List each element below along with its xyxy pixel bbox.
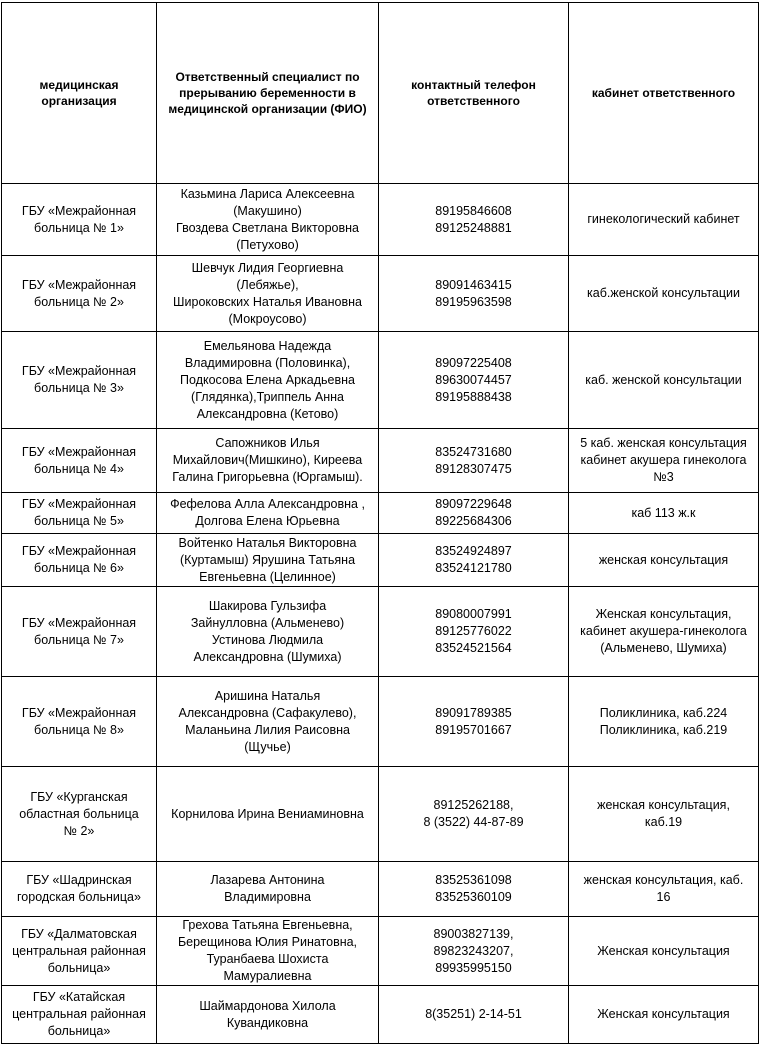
specialist-cell-line: Широковских Наталья Ивановна: [173, 294, 362, 309]
phone-cell-line: 89091463415: [435, 277, 512, 292]
table-row: [2, 534, 759, 587]
cabinet-cell: [569, 493, 759, 534]
specialist-cell-line: Зайнулловна (Альменево): [190, 615, 345, 630]
cabinet-cell: [569, 917, 759, 986]
org-cell-line: № 2»: [63, 823, 95, 838]
org-cell: [2, 767, 157, 862]
org-cell-line: больница»: [47, 960, 111, 975]
org-cell-line: городская больница»: [17, 890, 141, 904]
org-cell-line: центральная районная: [12, 943, 146, 958]
specialist-cell-line: Владимировна (Половинка),: [184, 355, 351, 370]
specialist-cell-line: Александровна (Сафакулево),: [178, 705, 357, 720]
phone-cell-line: 83524731680: [435, 444, 512, 459]
specialist-cell: [157, 184, 379, 256]
specialist-cell-line: (Щучье): [244, 739, 291, 754]
org-cell-line: ГБУ «Межрайонная: [21, 544, 137, 558]
org-cell-line: ГБУ «Шадринская: [26, 873, 132, 887]
table-row: [2, 917, 759, 986]
specialist-cell-line: Михайлович(Мишкино), Киреева: [172, 453, 363, 467]
cabinet-cell-line: женская консультация, каб.: [583, 873, 744, 887]
cabinet-cell-line: женская консультация: [598, 552, 729, 567]
cabinet-cell: [569, 677, 759, 767]
phone-cell-line: 89823243207,: [433, 943, 514, 958]
phone-cell-line: 89195888438: [435, 389, 512, 404]
specialist-cell: [157, 677, 379, 767]
specialist-cell-line: Емельянова Надежда: [203, 338, 332, 353]
specialist-cell-line: (Мокроусово): [228, 311, 307, 326]
phone-cell: [379, 332, 569, 429]
org-cell: [2, 184, 157, 256]
phone-cell: [379, 677, 569, 767]
phone-cell-line: 89080007991: [435, 607, 512, 621]
org-cell-line: ГБУ «Межрайонная: [21, 277, 137, 292]
specialist-cell-line: Подкосова Елена Аркадьевна: [180, 372, 355, 387]
cabinet-cell-line: Женская консультация: [597, 943, 730, 958]
specialist-cell-line: Туранбаева Шохиста: [206, 952, 329, 966]
cabinet-cell-line: №3: [653, 470, 674, 484]
specialist-cell-line: Шакирова Гульзифа: [208, 598, 327, 613]
phone-cell: [379, 917, 569, 986]
specialist-cell-line: Лазарева Антонина: [210, 873, 325, 887]
phone-cell-line: 89097225408: [435, 355, 512, 370]
phone-cell: [379, 493, 569, 534]
phone-cell-line: 89195701667: [435, 722, 512, 737]
org-cell-line: больница № 4»: [34, 461, 124, 476]
org-cell: [2, 587, 157, 677]
phone-cell-line: 89225684306: [435, 514, 512, 528]
specialist-cell-line: (Петухово): [236, 237, 299, 252]
specialist-cell-line: (Куртамыш) Ярушина Татьяна: [179, 552, 356, 567]
cabinet-cell: [569, 429, 759, 493]
cabinet-cell: [569, 534, 759, 587]
table-row: [2, 986, 759, 1044]
org-cell-line: больница № 6»: [34, 561, 124, 575]
org-cell: [2, 332, 157, 429]
cabinet-cell-line: кабинет акушера-гинеколога: [580, 624, 747, 638]
table-row: [2, 587, 759, 677]
specialist-cell-line: (Глядянка),Триппель Анна: [191, 389, 344, 404]
header-row: [2, 3, 759, 184]
phone-cell-line: 89125262188,: [433, 798, 514, 812]
phone-cell-line: 89003827139,: [433, 926, 514, 941]
specialist-cell-line: Казьмина Лариса Алексеевна: [180, 186, 355, 201]
table-row: [2, 493, 759, 534]
phone-cell-line: 89195963598: [435, 294, 512, 309]
org-cell-line: ГБУ «Межрайонная: [21, 615, 137, 630]
specialists-table: [1, 2, 759, 1044]
phone-cell-line: 89091789385: [435, 705, 512, 720]
phone-cell: [379, 862, 569, 917]
org-cell: [2, 534, 157, 587]
specialist-cell-line: Маланьина Лилия Раисовна: [185, 722, 350, 737]
header-specialist: Ответственный специалист по прерыванию беременности в медицинской организации (ФИО): [157, 3, 379, 184]
table-row: [2, 677, 759, 767]
specialist-cell: [157, 862, 379, 917]
phone-cell-line: 89935995150: [435, 960, 512, 975]
org-cell-line: ГБУ «Межрайонная: [21, 203, 137, 218]
org-cell: [2, 677, 157, 767]
cabinet-cell-line: Женская консультация: [597, 1007, 730, 1021]
table-row: [2, 256, 759, 332]
phone-cell-line: 83525360109: [435, 890, 512, 904]
cabinet-cell-line: каб.женской консультации: [587, 286, 740, 300]
cabinet-cell-line: (Альменево, Шумиха): [600, 641, 727, 655]
org-cell-line: ГБУ «Межрайонная: [21, 364, 137, 378]
org-cell-line: больница»: [47, 1024, 111, 1038]
org-cell-line: больница № 3»: [34, 381, 124, 395]
phone-cell: [379, 587, 569, 677]
specialist-cell-line: (Лебяжье),: [236, 277, 299, 292]
cabinet-cell-line: каб 113 ж.к: [631, 505, 696, 520]
cabinet-cell-line: 5 каб. женская консультация: [580, 436, 747, 450]
cabinet-cell: [569, 184, 759, 256]
specialist-cell-line: Берещинова Юлия Ринатовна,: [177, 935, 358, 949]
org-cell-line: ГБУ «Катайская: [32, 990, 126, 1004]
specialist-cell-line: Александровна (Кетово): [196, 406, 339, 421]
specialist-cell-line: Устинова Людмила: [211, 632, 324, 647]
specialist-cell-line: Шаймардонова Хилола: [199, 998, 336, 1013]
table-row: [2, 429, 759, 493]
specialist-cell-line: Корнилова Ирина Вениаминовна: [171, 806, 364, 821]
cabinet-cell: [569, 587, 759, 677]
phone-cell-line: 83524924897: [435, 544, 512, 558]
specialist-cell-line: Александровна (Шумиха): [193, 649, 342, 664]
header-cabinet: кабинет ответственного: [569, 3, 759, 184]
table-row: [2, 767, 759, 862]
specialist-cell: [157, 256, 379, 332]
specialist-cell-line: Аришина Наталья: [214, 688, 321, 703]
phone-cell-line: 89128307475: [435, 461, 512, 476]
specialist-cell-line: (Макушино): [233, 203, 302, 218]
org-cell: [2, 429, 157, 493]
specialist-cell-line: Сапожников Илья: [215, 436, 320, 450]
org-cell: [2, 986, 157, 1044]
org-cell-line: больница № 7»: [34, 632, 124, 647]
phone-cell-line: 89630074457: [435, 372, 512, 387]
cabinet-cell-line: Женская консультация,: [595, 607, 732, 621]
specialist-cell: [157, 493, 379, 534]
cabinet-cell-line: каб. женской консультации: [585, 372, 742, 387]
specialist-cell: [157, 429, 379, 493]
phone-cell-line: 8 (3522) 44-87-89: [423, 815, 524, 829]
phone-cell: [379, 534, 569, 587]
specialist-cell: [157, 332, 379, 429]
table-row: [2, 332, 759, 429]
specialist-cell-line: Грехова Татьяна Евгеньевна,: [182, 918, 353, 932]
header-org: медицинская организация: [2, 3, 157, 184]
specialist-cell: [157, 587, 379, 677]
table-row: [2, 184, 759, 256]
phone-cell: [379, 429, 569, 493]
table-row: [2, 862, 759, 917]
phone-cell-line: 89125776022: [435, 624, 512, 638]
org-cell-line: ГБУ «Далматовская: [21, 926, 137, 941]
phone-cell-line: 83524121780: [435, 561, 512, 575]
org-cell-line: ГБУ «Межрайонная: [21, 444, 137, 459]
cabinet-cell-line: женская консультация,: [597, 798, 730, 812]
cabinet-cell: [569, 767, 759, 862]
cabinet-cell-line: кабинет акушера гинеколога: [580, 453, 747, 467]
specialist-cell-line: Гвоздева Светлана Викторовна: [176, 220, 359, 235]
org-cell-line: больница № 2»: [34, 294, 124, 309]
org-cell-line: ГБУ «Межрайонная: [21, 497, 137, 511]
phone-cell: [379, 767, 569, 862]
org-cell-line: областная больница: [19, 806, 139, 821]
specialist-cell-line: Шевчук Лидия Георгиевна: [191, 260, 344, 275]
specialist-cell: [157, 917, 379, 986]
specialist-cell: [157, 986, 379, 1044]
cabinet-cell-line: каб.19: [644, 815, 683, 829]
specialist-cell-line: Войтенко Наталья Викторовна: [178, 535, 357, 550]
cabinet-cell: [569, 256, 759, 332]
cabinet-cell-line: 16: [656, 890, 671, 904]
specialist-cell-line: Мамуралиевна: [223, 969, 312, 983]
phone-cell-line: 89125248881: [435, 220, 512, 235]
org-cell-line: ГБУ «Курганская: [30, 789, 128, 804]
cabinet-cell-line: гинекологический кабинет: [587, 212, 740, 226]
phone-cell: [379, 986, 569, 1044]
org-cell-line: больница № 8»: [34, 722, 124, 737]
org-cell: [2, 493, 157, 534]
phone-cell-line: 8(35251) 2-14-51: [425, 1007, 522, 1021]
org-cell-line: больница № 5»: [34, 514, 124, 528]
org-cell: [2, 862, 157, 917]
org-cell-line: больница № 1»: [34, 220, 124, 235]
phone-cell-line: 83524521564: [435, 641, 512, 655]
phone-cell-line: 89097229648: [435, 497, 512, 511]
cabinet-cell-line: Поликлиника, каб.219: [599, 722, 728, 737]
specialist-cell-line: Галина Григорьевна (Юргамыш).: [172, 470, 363, 484]
phone-cell-line: 89195846608: [435, 203, 512, 218]
specialist-cell-line: Кувандиковна: [226, 1015, 309, 1030]
specialist-cell: [157, 534, 379, 587]
header-phone: контактный телефон ответственного: [379, 3, 569, 184]
specialist-cell-line: Долгова Елена Юрьевна: [195, 514, 340, 528]
specialist-cell-line: Фефелова Алла Александровна ,: [170, 497, 365, 511]
org-cell-line: центральная районная: [12, 1007, 146, 1021]
org-cell: [2, 917, 157, 986]
cabinet-cell-line: Поликлиника, каб.224: [599, 705, 728, 720]
phone-cell: [379, 184, 569, 256]
specialist-cell: [157, 767, 379, 862]
org-cell: [2, 256, 157, 332]
cabinet-cell: [569, 986, 759, 1044]
org-cell-line: ГБУ «Межрайонная: [21, 705, 137, 720]
specialist-cell-line: Евгеньевна (Целинное): [199, 569, 336, 584]
phone-cell: [379, 256, 569, 332]
phone-cell-line: 83525361098: [435, 873, 512, 887]
cabinet-cell: [569, 332, 759, 429]
cabinet-cell: [569, 862, 759, 917]
specialist-cell-line: Владимировна: [224, 890, 311, 904]
